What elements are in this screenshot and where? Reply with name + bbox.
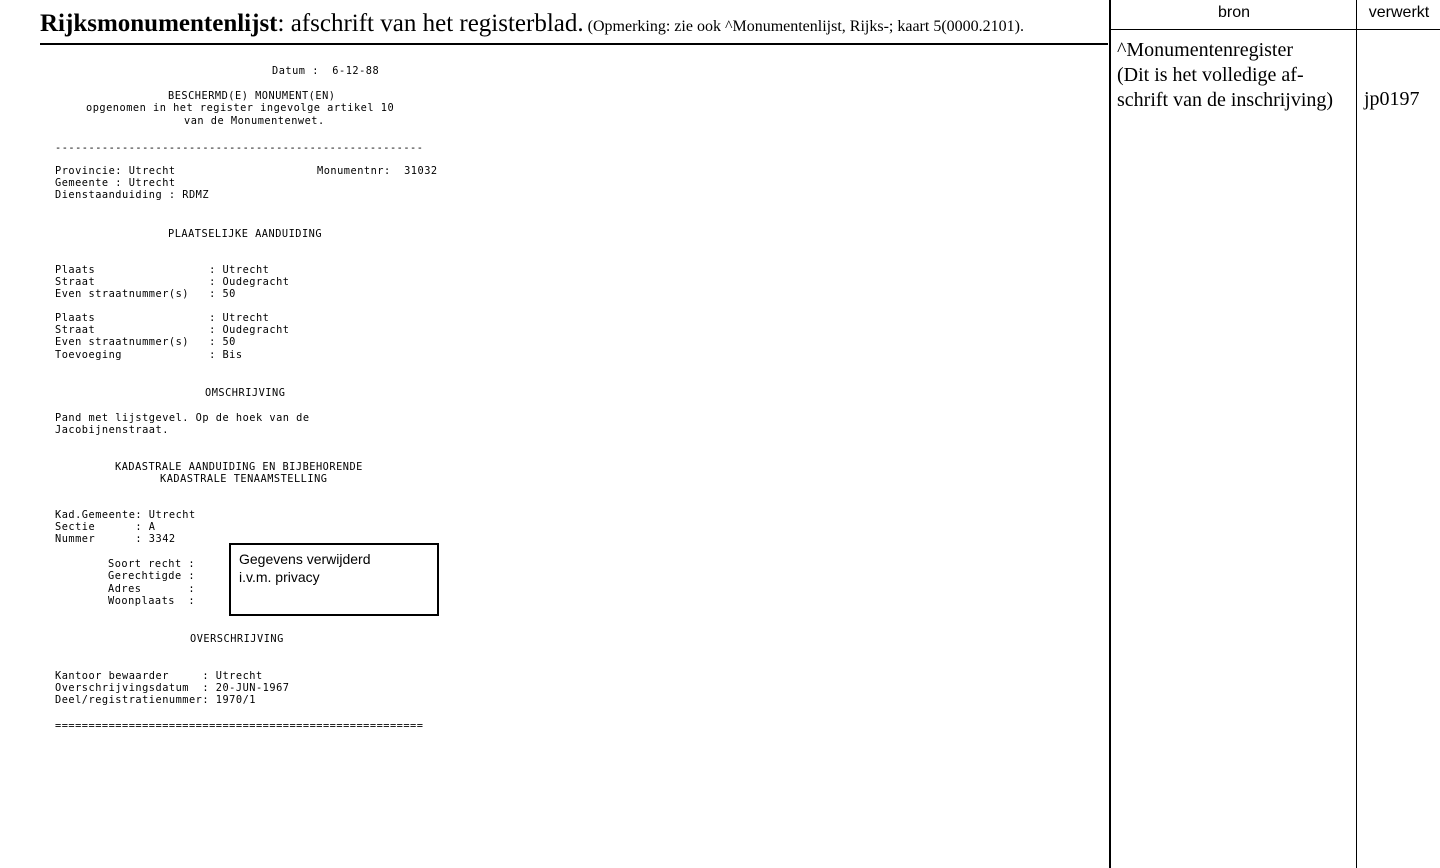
- kad-line: Sectie : A: [55, 521, 156, 533]
- column-divider-verwerkt: [1356, 0, 1357, 868]
- page-title: [40, 10, 1110, 38]
- recht-line: Woonplaats :: [108, 595, 196, 607]
- title-rest: : afschrift van het registerblad.: [277, 10, 584, 37]
- recht-line: Adres :: [108, 583, 196, 595]
- kadastrale-heading: KADASTRALE TENAAMSTELLING: [160, 473, 328, 485]
- bron-column-header: bron: [1217, 4, 1251, 21]
- column-header-rule: [1111, 29, 1440, 30]
- overschrijving-line: Kantoor bewaarder : Utrecht: [55, 670, 263, 682]
- column-divider-bron: [1109, 0, 1111, 868]
- dienstaanduiding: Dienstaanduiding : RDMZ: [55, 189, 210, 201]
- overschrijving-line: Overschrijvingsdatum : 20-JUN-1967: [55, 682, 290, 694]
- address-line: Straat : Oudegracht: [55, 324, 290, 336]
- verwerkt-column-header: verwerkt: [1368, 4, 1430, 21]
- verwerkt-value: jp0197: [1364, 88, 1420, 110]
- recht-line: Gerechtigde :: [108, 570, 196, 582]
- plaatselijke-aanduiding-heading: PLAATSELIJKE AANDUIDING: [168, 228, 323, 240]
- divider-equals: =======================================================: [55, 720, 424, 732]
- datum: Datum : 6-12-88: [272, 65, 380, 77]
- address-line: Even straatnummer(s) : 50: [55, 336, 236, 348]
- bron-line: (Dit is het volledige af-: [1117, 64, 1304, 86]
- provincie: Provincie: Utrecht: [55, 165, 176, 177]
- address-line: Straat : Oudegracht: [55, 276, 290, 288]
- divider-dashes: -------------------------------------------------------: [55, 142, 424, 154]
- gemeente: Gemeente : Utrecht: [55, 177, 176, 189]
- overschrijving-heading: OVERSCHRIJVING: [190, 633, 284, 645]
- bron-text: [1117, 38, 1357, 113]
- privacy-line: i.v.m. privacy: [239, 569, 320, 585]
- omschrijving-line: Pand met lijstgevel. Op de hoek van de: [55, 412, 310, 424]
- heading-monumentenwet: van de Monumentenwet.: [184, 115, 325, 127]
- address-line: Even straatnummer(s) : 50: [55, 288, 236, 300]
- omschrijving-heading: OMSCHRIJVING: [205, 387, 286, 399]
- address-line: Toevoeging : Bis: [55, 349, 243, 361]
- heading-opgenomen: opgenomen in het register ingevolge artikel 10: [86, 102, 395, 114]
- title-rule: [40, 43, 1108, 45]
- bron-line: schrift van de inschrijving): [1117, 89, 1334, 111]
- recht-line: Soort recht :: [108, 558, 196, 570]
- kadastrale-heading: KADASTRALE AANDUIDING EN BIJBEHORENDE: [115, 461, 363, 473]
- title-note: (Opmerking: zie ook ^Monumentenlijst, Rijks-; kaart 5(0000.2101).: [587, 18, 1024, 35]
- kad-line: Nummer : 3342: [55, 533, 176, 545]
- privacy-line: Gegevens verwijderd: [239, 551, 371, 567]
- omschrijving-line: Jacobijnenstraat.: [55, 424, 169, 436]
- overschrijving-line: Deel/registratienummer: 1970/1: [55, 694, 256, 706]
- address-line: Plaats : Utrecht: [55, 264, 270, 276]
- kad-line: Kad.Gemeente: Utrecht: [55, 509, 196, 521]
- monumentnr: Monumentnr: 31032: [317, 165, 438, 177]
- heading-beschermd: BESCHERMD(E) MONUMENT(EN): [168, 90, 336, 102]
- address-line: Plaats : Utrecht: [55, 312, 270, 324]
- title-bold: Rijksmonumentenlijst: [40, 10, 278, 37]
- privacy-notice-box: [229, 543, 439, 616]
- bron-line: ^Monumentenregister: [1117, 39, 1294, 61]
